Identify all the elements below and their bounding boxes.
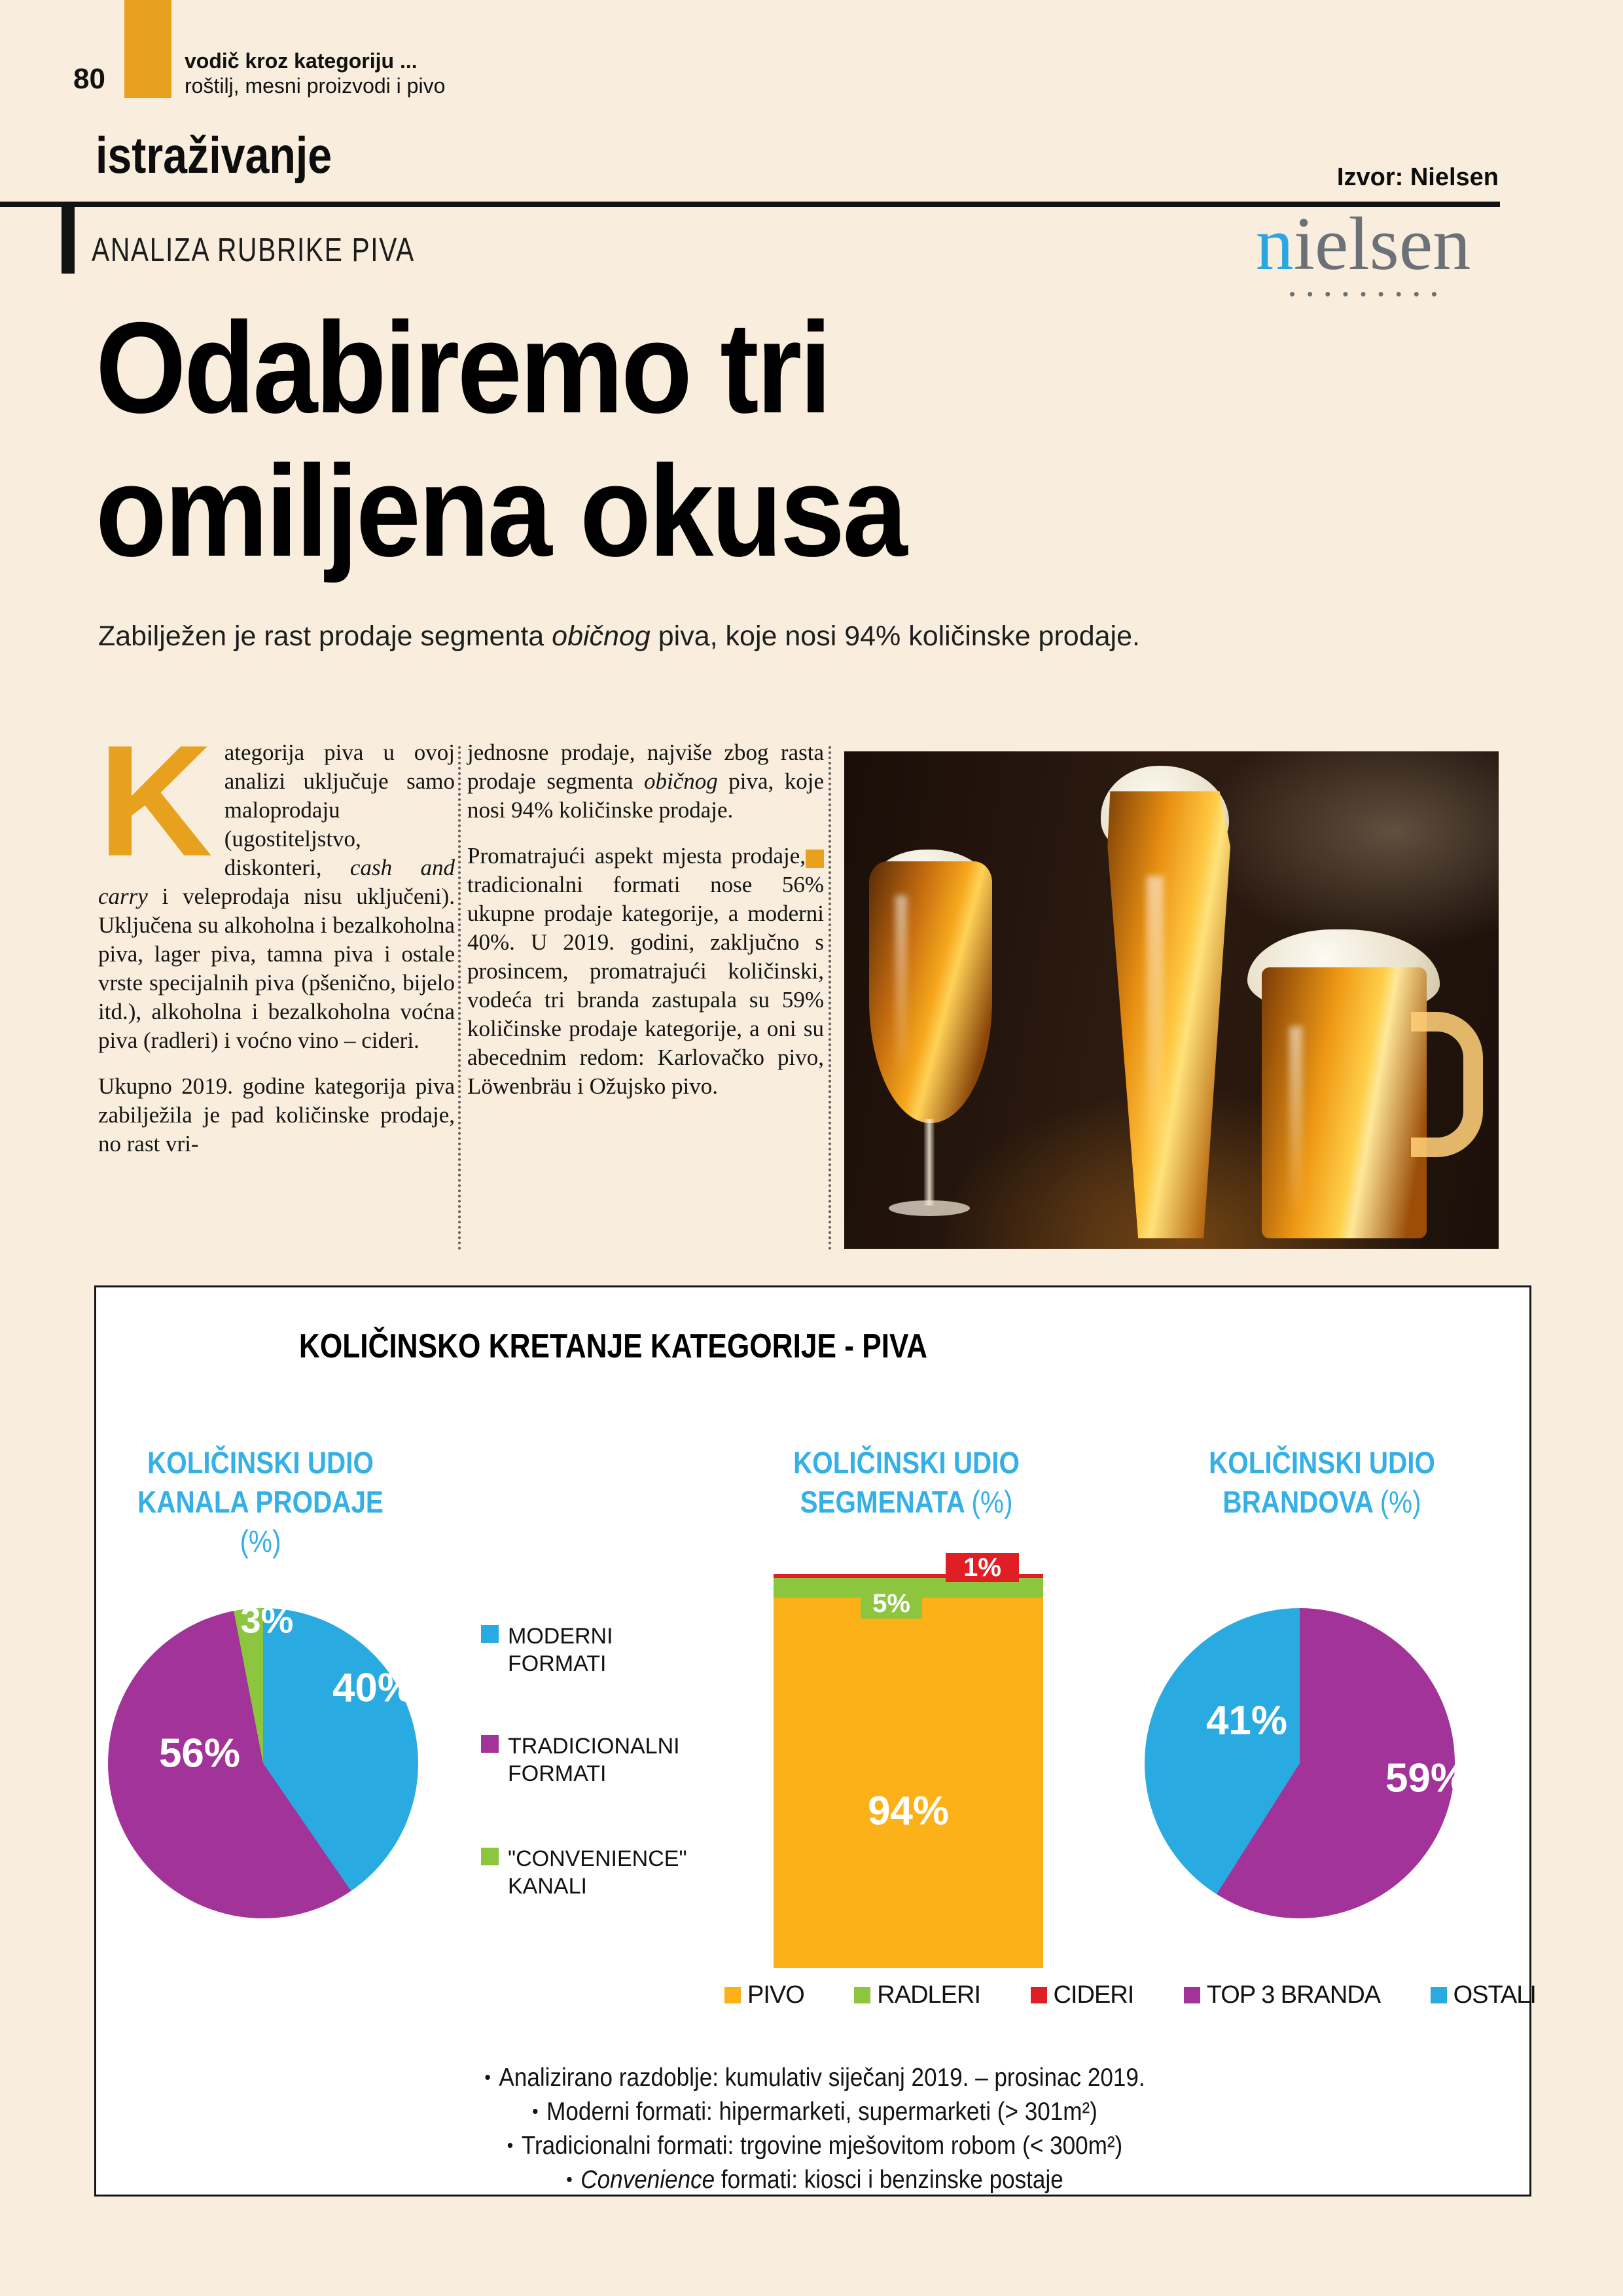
legend-item <box>1184 1981 1380 2009</box>
chart-panel <box>94 1285 1536 2197</box>
legend-item <box>481 1845 691 1900</box>
chart-header-brands: KOLIČINSKI UDIO BRANDOVA (%) <box>1209 1445 1435 1519</box>
source-label: Izvor: Nielsen <box>1336 164 1499 191</box>
footnote-line: • Moderni formati: hipermarketi, supermarketi (> 301m²) <box>532 2098 1097 2126</box>
end-of-article-mark <box>806 850 824 868</box>
beer-mug <box>1262 967 1427 1238</box>
header-subtitle: roštilj, mesni proizvodi i pivo <box>185 74 446 98</box>
page-number: 80 <box>73 63 105 95</box>
legend-label: OSTALI <box>1453 1981 1536 2009</box>
legend-swatch <box>1184 1987 1200 2003</box>
chart-header-segments: KOLIČINSKI UDIO SEGMENATA (%) <box>793 1445 1020 1519</box>
chart-panel-title: KOLIČINSKO KRETANJE KATEGORIJE - PIVA <box>298 1327 928 1365</box>
article-column-1 <box>98 713 455 1255</box>
column-divider <box>458 746 461 1250</box>
legend-swatch <box>481 1735 499 1753</box>
legend-label: RADLERI <box>877 1981 981 2009</box>
chart-header-channels: KOLIČINSKI UDIO KANALA PRODAJE (%) <box>137 1445 383 1558</box>
stacked-bar-segments <box>774 1574 1043 1968</box>
nielsen-logo-word: nielsen <box>1255 202 1471 286</box>
kicker-tab <box>62 202 75 274</box>
legend-item <box>481 1732 691 1787</box>
legend-item <box>1031 1981 1134 2009</box>
header-title: vodič kroz kategoriju ... <box>185 49 418 73</box>
legend-label: "CONVENIENCE" KANALI <box>508 1846 687 1899</box>
legend-item <box>1431 1981 1536 2009</box>
legend-item <box>724 1981 804 2009</box>
glass-highlight <box>1289 1026 1302 1210</box>
legend-label: TRADICIONALNI FORMATI <box>508 1734 680 1786</box>
pie-value-label: 40% <box>332 1665 414 1711</box>
pie-value-label: 3% <box>240 1599 294 1641</box>
pilsner-glass <box>1098 778 1232 1238</box>
footnote-line: • Convenience formati: kiosci i benzinske postaje <box>566 2166 1063 2194</box>
glass-highlight <box>895 895 907 1066</box>
legend-swatch <box>724 1987 741 2003</box>
paragraph: Ukupno 2019. godine kategorija piva zabilježila je pad količinske prodaje, no rast vri- <box>98 1073 455 1157</box>
legend-label: MODERNI FORMATI <box>508 1624 613 1676</box>
pie-value-label: 56% <box>158 1731 241 1776</box>
column-divider <box>829 746 831 1250</box>
paragraph: Promatrajući aspekt mjesta prodaje, tradicionalni formati nose 56% ukupne prodaje kategorije, a moderni 40%. U 2019. godini, zaključno s prosincem, promatrajući količinski, vodeća tri branda zastupala su 59% količinske prodaje kategorije, a oni su abecednim redom: Karlovačko pivo, Löwenbräu i Ožujsko pivo. <box>467 843 824 1099</box>
mug-handle <box>1411 1012 1483 1157</box>
nielsen-logo-dots: ••••••••• <box>1289 284 1449 304</box>
header-text <box>185 48 445 98</box>
legend-swatch <box>1431 1987 1447 2003</box>
pie-value-label: 59% <box>1385 1755 1467 1801</box>
header-orange-block <box>124 0 171 98</box>
bar-value-label-pivo: 94% <box>867 1788 950 1834</box>
legend-label: TOP 3 BRANDA <box>1206 1981 1381 2009</box>
bottom-legend <box>724 1981 1536 2009</box>
bar-value-tag-cideri: 1% <box>946 1553 1019 1582</box>
footnote-line: • Tradicionalni formati: trgovine mješovitom robom (< 300m²) <box>507 2132 1123 2160</box>
legend-swatch <box>854 1987 870 2003</box>
legend-item <box>481 1623 691 1677</box>
pie-chart-channels <box>108 1608 418 1918</box>
glass-highlight <box>1147 876 1164 1157</box>
beer-glass-stem <box>924 1119 935 1206</box>
footnote-line: • Analizirano razdoblje: kumulativ siječanj 2019. – prosinac 2019. <box>484 2064 1145 2092</box>
bar-segment-pivo <box>774 1598 1043 1968</box>
pie-value-label: 41% <box>1205 1698 1288 1744</box>
section-heading: istraživanje <box>96 126 332 184</box>
legend-item <box>854 1981 980 2009</box>
article-title: Odabiremo tri omiljena okusa <box>96 295 906 583</box>
legend-swatch <box>481 1625 499 1643</box>
chart-footnotes <box>96 2061 1533 2197</box>
beer-glass-left <box>869 861 992 1123</box>
legend-label: PIVO <box>747 1981 804 2009</box>
beer-glass-foot <box>889 1200 970 1216</box>
nielsen-logo <box>1222 202 1504 304</box>
legend-swatch <box>481 1848 499 1865</box>
bar-value-tag-radleri: 5% <box>861 1588 922 1619</box>
paragraph: Kategorija piva u ovoj analizi uključuje samo maloprodaju (ugostiteljstvo, diskonteri, cash and carry i veleprodaja nisu uključeni). Uključena su alkoholna i bezalkoholna piva, lager piva, tamna piva i ostale vrste specijalnih piva (pšenično, bijelo itd.), alkoholna i bezalkoholna voćna piva (radleri) i voćno vino – cideri. <box>98 713 455 1053</box>
article-lead: Zabilježen je rast prodaje segmenta običnog piva, koje nosi 94% količinske prodaje. <box>98 620 1140 652</box>
dropcap: K <box>98 713 213 889</box>
paragraph: jednosne prodaje, najviše zbog rasta prodaje segmenta običnog piva, koje nosi 94% količinske prodaje. <box>467 740 824 823</box>
legend-swatch <box>1031 1987 1047 2003</box>
article-column-2 <box>467 738 824 1255</box>
beer-photo <box>844 751 1499 1249</box>
legend-label: CIDERI <box>1053 1981 1134 2009</box>
kicker: ANALIZA RUBRIKE PIVA <box>92 231 415 268</box>
